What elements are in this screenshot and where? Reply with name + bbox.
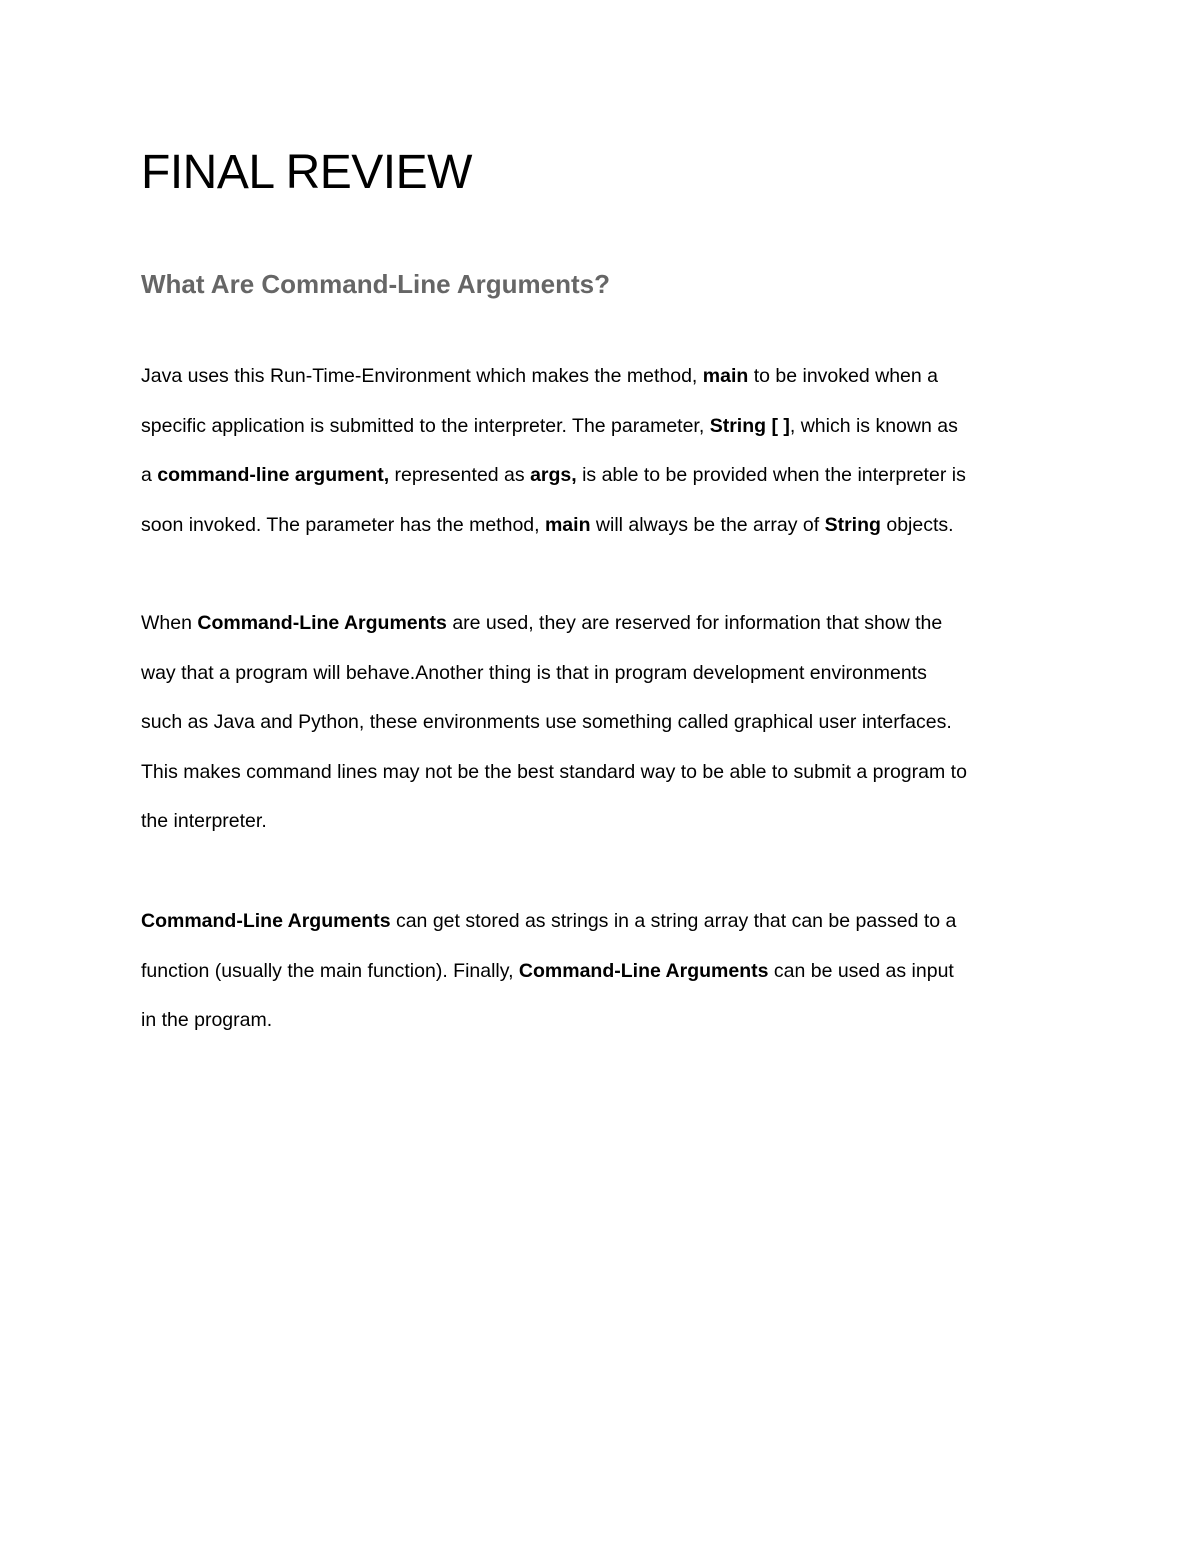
text-run: When: [141, 612, 198, 634]
text-run: in the program.: [141, 1009, 273, 1032]
text-line: [141, 748, 1071, 798]
text-run: represented as: [389, 464, 531, 487]
bold-term: main: [702, 365, 749, 387]
text-run: This makes command lines may not be the best standard way to be able to submit a program to: [141, 760, 967, 783]
document-title: FINAL REVIEW: [141, 146, 472, 199]
text-line: [141, 501, 1071, 551]
text-line: [141, 947, 1071, 997]
text-line: [141, 897, 1071, 947]
text-run: specific application is submitted to the interpreter. The parameter,: [141, 414, 710, 437]
text-run: such as Java and Python, these environments use something called graphical user interfaces.: [141, 711, 952, 734]
text-run: objects.: [880, 513, 954, 536]
text-run: way that a program will behave.Another thing is that in program development environments: [141, 661, 927, 684]
text-line: [141, 649, 1071, 699]
bold-term: command-line argument,: [157, 464, 390, 487]
text-run: function (usually the main function). Finally,: [141, 959, 519, 982]
text-run: will always be the array of: [590, 513, 825, 536]
bold-term: Command-Line Arguments: [141, 910, 391, 932]
text-run: can be used as input: [768, 959, 954, 982]
text-run: a: [141, 464, 158, 487]
text-run: can get stored as strings in a string array that can be passed to a: [390, 910, 957, 932]
text-line: [141, 352, 1071, 402]
text-line: [141, 698, 1071, 748]
text-run: the interpreter.: [141, 810, 267, 833]
text-line: [141, 996, 1071, 1046]
text-run: , which is known as: [789, 414, 958, 437]
text-line: [141, 451, 1071, 501]
text-run: Java uses this Run-Time-Environment which makes the method,: [141, 365, 703, 387]
paragraph-main-method: [141, 352, 1071, 550]
text-run: soon invoked. The parameter has the method,: [141, 513, 545, 536]
bold-term: String [ ]: [709, 414, 790, 437]
bold-term: main: [544, 513, 591, 536]
text-line: [141, 797, 1071, 847]
paragraph-storage: [141, 897, 1071, 1046]
bold-term: Command-Line Arguments: [518, 959, 769, 982]
text-line: [141, 599, 1071, 649]
bold-term: String: [824, 513, 881, 536]
paragraph-usage: [141, 599, 1071, 847]
text-run: is able to be provided when the interpreter is: [576, 464, 966, 487]
bold-term: args,: [530, 464, 577, 487]
text-run: are used, they are reserved for information that show the: [446, 612, 943, 634]
section-heading: What Are Command-Line Arguments?: [141, 269, 610, 299]
text-line: [141, 402, 1071, 452]
bold-term: Command-Line Arguments: [197, 612, 447, 634]
text-run: to be invoked when a: [748, 365, 938, 387]
